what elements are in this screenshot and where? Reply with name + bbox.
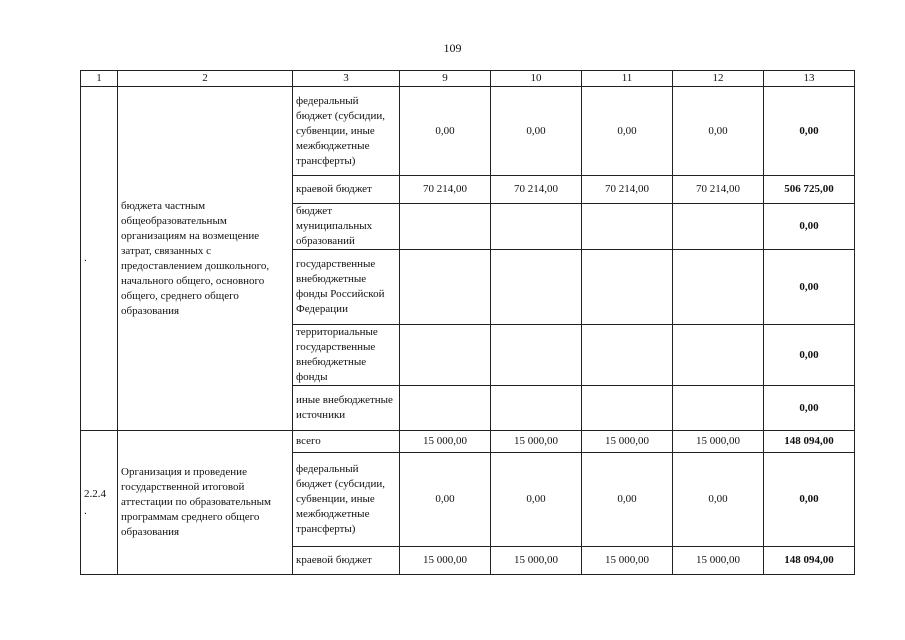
value-col-11: 70 214,00	[582, 176, 673, 204]
value-col-12: 0,00	[673, 453, 764, 547]
value-col-10: 15 000,00	[491, 431, 582, 453]
header-col-13: 13	[764, 71, 855, 87]
header-col-3: 3	[293, 71, 400, 87]
value-col-13-total: 0,00	[764, 386, 855, 431]
value-col-9	[400, 204, 491, 250]
value-col-10: 0,00	[491, 87, 582, 176]
value-col-11	[582, 204, 673, 250]
value-col-13-total: 0,00	[764, 325, 855, 386]
header-row	[81, 71, 855, 87]
value-col-12	[673, 250, 764, 325]
row-code-dot: .	[84, 504, 87, 517]
value-col-13-total: 148 094,00	[764, 431, 855, 453]
value-col-12: 15 000,00	[673, 431, 764, 453]
value-col-9: 0,00	[400, 87, 491, 176]
funding-source: иные внебюджетные источники	[293, 386, 400, 431]
funding-source: федеральный бюджет (субсидии, субвенции, иные межбюджетные трансферты)	[293, 87, 400, 176]
value-col-10	[491, 325, 582, 386]
budget-table	[80, 70, 855, 575]
funding-source: территориальные государственные внебюджетные фонды	[293, 325, 400, 386]
value-col-9: 15 000,00	[400, 431, 491, 453]
value-col-9: 70 214,00	[400, 176, 491, 204]
value-col-10	[491, 250, 582, 325]
value-col-13-total: 0,00	[764, 204, 855, 250]
value-col-11: 0,00	[582, 453, 673, 547]
row-description: Организация и проведение государственной итоговой аттестации по образовательным программам среднего общего образования	[118, 431, 293, 575]
page-number: 109	[443, 41, 462, 55]
value-col-10: 15 000,00	[491, 547, 582, 575]
value-col-11	[582, 325, 673, 386]
value-col-9	[400, 325, 491, 386]
header-col-2: 2	[118, 71, 293, 87]
value-col-9	[400, 250, 491, 325]
value-col-13-total: 0,00	[764, 453, 855, 547]
value-col-12: 15 000,00	[673, 547, 764, 575]
value-col-13-total: 148 094,00	[764, 547, 855, 575]
header-col-9: 9	[400, 71, 491, 87]
value-col-11	[582, 386, 673, 431]
value-col-9	[400, 386, 491, 431]
header-col-1: 1	[81, 71, 118, 87]
row-code: .	[81, 87, 118, 431]
value-col-11: 15 000,00	[582, 431, 673, 453]
funding-source: бюджет муниципальных образований	[293, 204, 400, 250]
value-col-12: 70 214,00	[673, 176, 764, 204]
value-col-10: 0,00	[491, 453, 582, 547]
funding-source: краевой бюджет	[293, 176, 400, 204]
value-col-13-total: 0,00	[764, 87, 855, 176]
funding-source: государственные внебюджетные фонды Российской Федерации	[293, 250, 400, 325]
header-col-11: 11	[582, 71, 673, 87]
value-col-9: 15 000,00	[400, 547, 491, 575]
table-row	[81, 431, 855, 453]
header-col-10: 10	[491, 71, 582, 87]
value-col-13-total: 506 725,00	[764, 176, 855, 204]
funding-source: федеральный бюджет (субсидии, субвенции, иные межбюджетные трансферты)	[293, 453, 400, 547]
funding-source: краевой бюджет	[293, 547, 400, 575]
row-code	[81, 431, 118, 575]
value-col-9: 0,00	[400, 453, 491, 547]
funding-source: всего	[293, 431, 400, 453]
value-col-13-total: 0,00	[764, 250, 855, 325]
table-row	[81, 87, 855, 176]
value-col-11: 15 000,00	[582, 547, 673, 575]
header-col-12: 12	[673, 71, 764, 87]
row-code-number: 2.2.4	[84, 487, 106, 500]
value-col-10: 70 214,00	[491, 176, 582, 204]
value-col-10	[491, 386, 582, 431]
value-col-11	[582, 250, 673, 325]
row-description: бюджета частным общеобразовательным организациям на возмещение затрат, связанных с предоставлением дошкольного, начального общего, основного общего, среднего общего образования	[118, 87, 293, 431]
value-col-11: 0,00	[582, 87, 673, 176]
value-col-12	[673, 204, 764, 250]
value-col-12: 0,00	[673, 87, 764, 176]
value-col-12	[673, 325, 764, 386]
value-col-10	[491, 204, 582, 250]
value-col-12	[673, 386, 764, 431]
